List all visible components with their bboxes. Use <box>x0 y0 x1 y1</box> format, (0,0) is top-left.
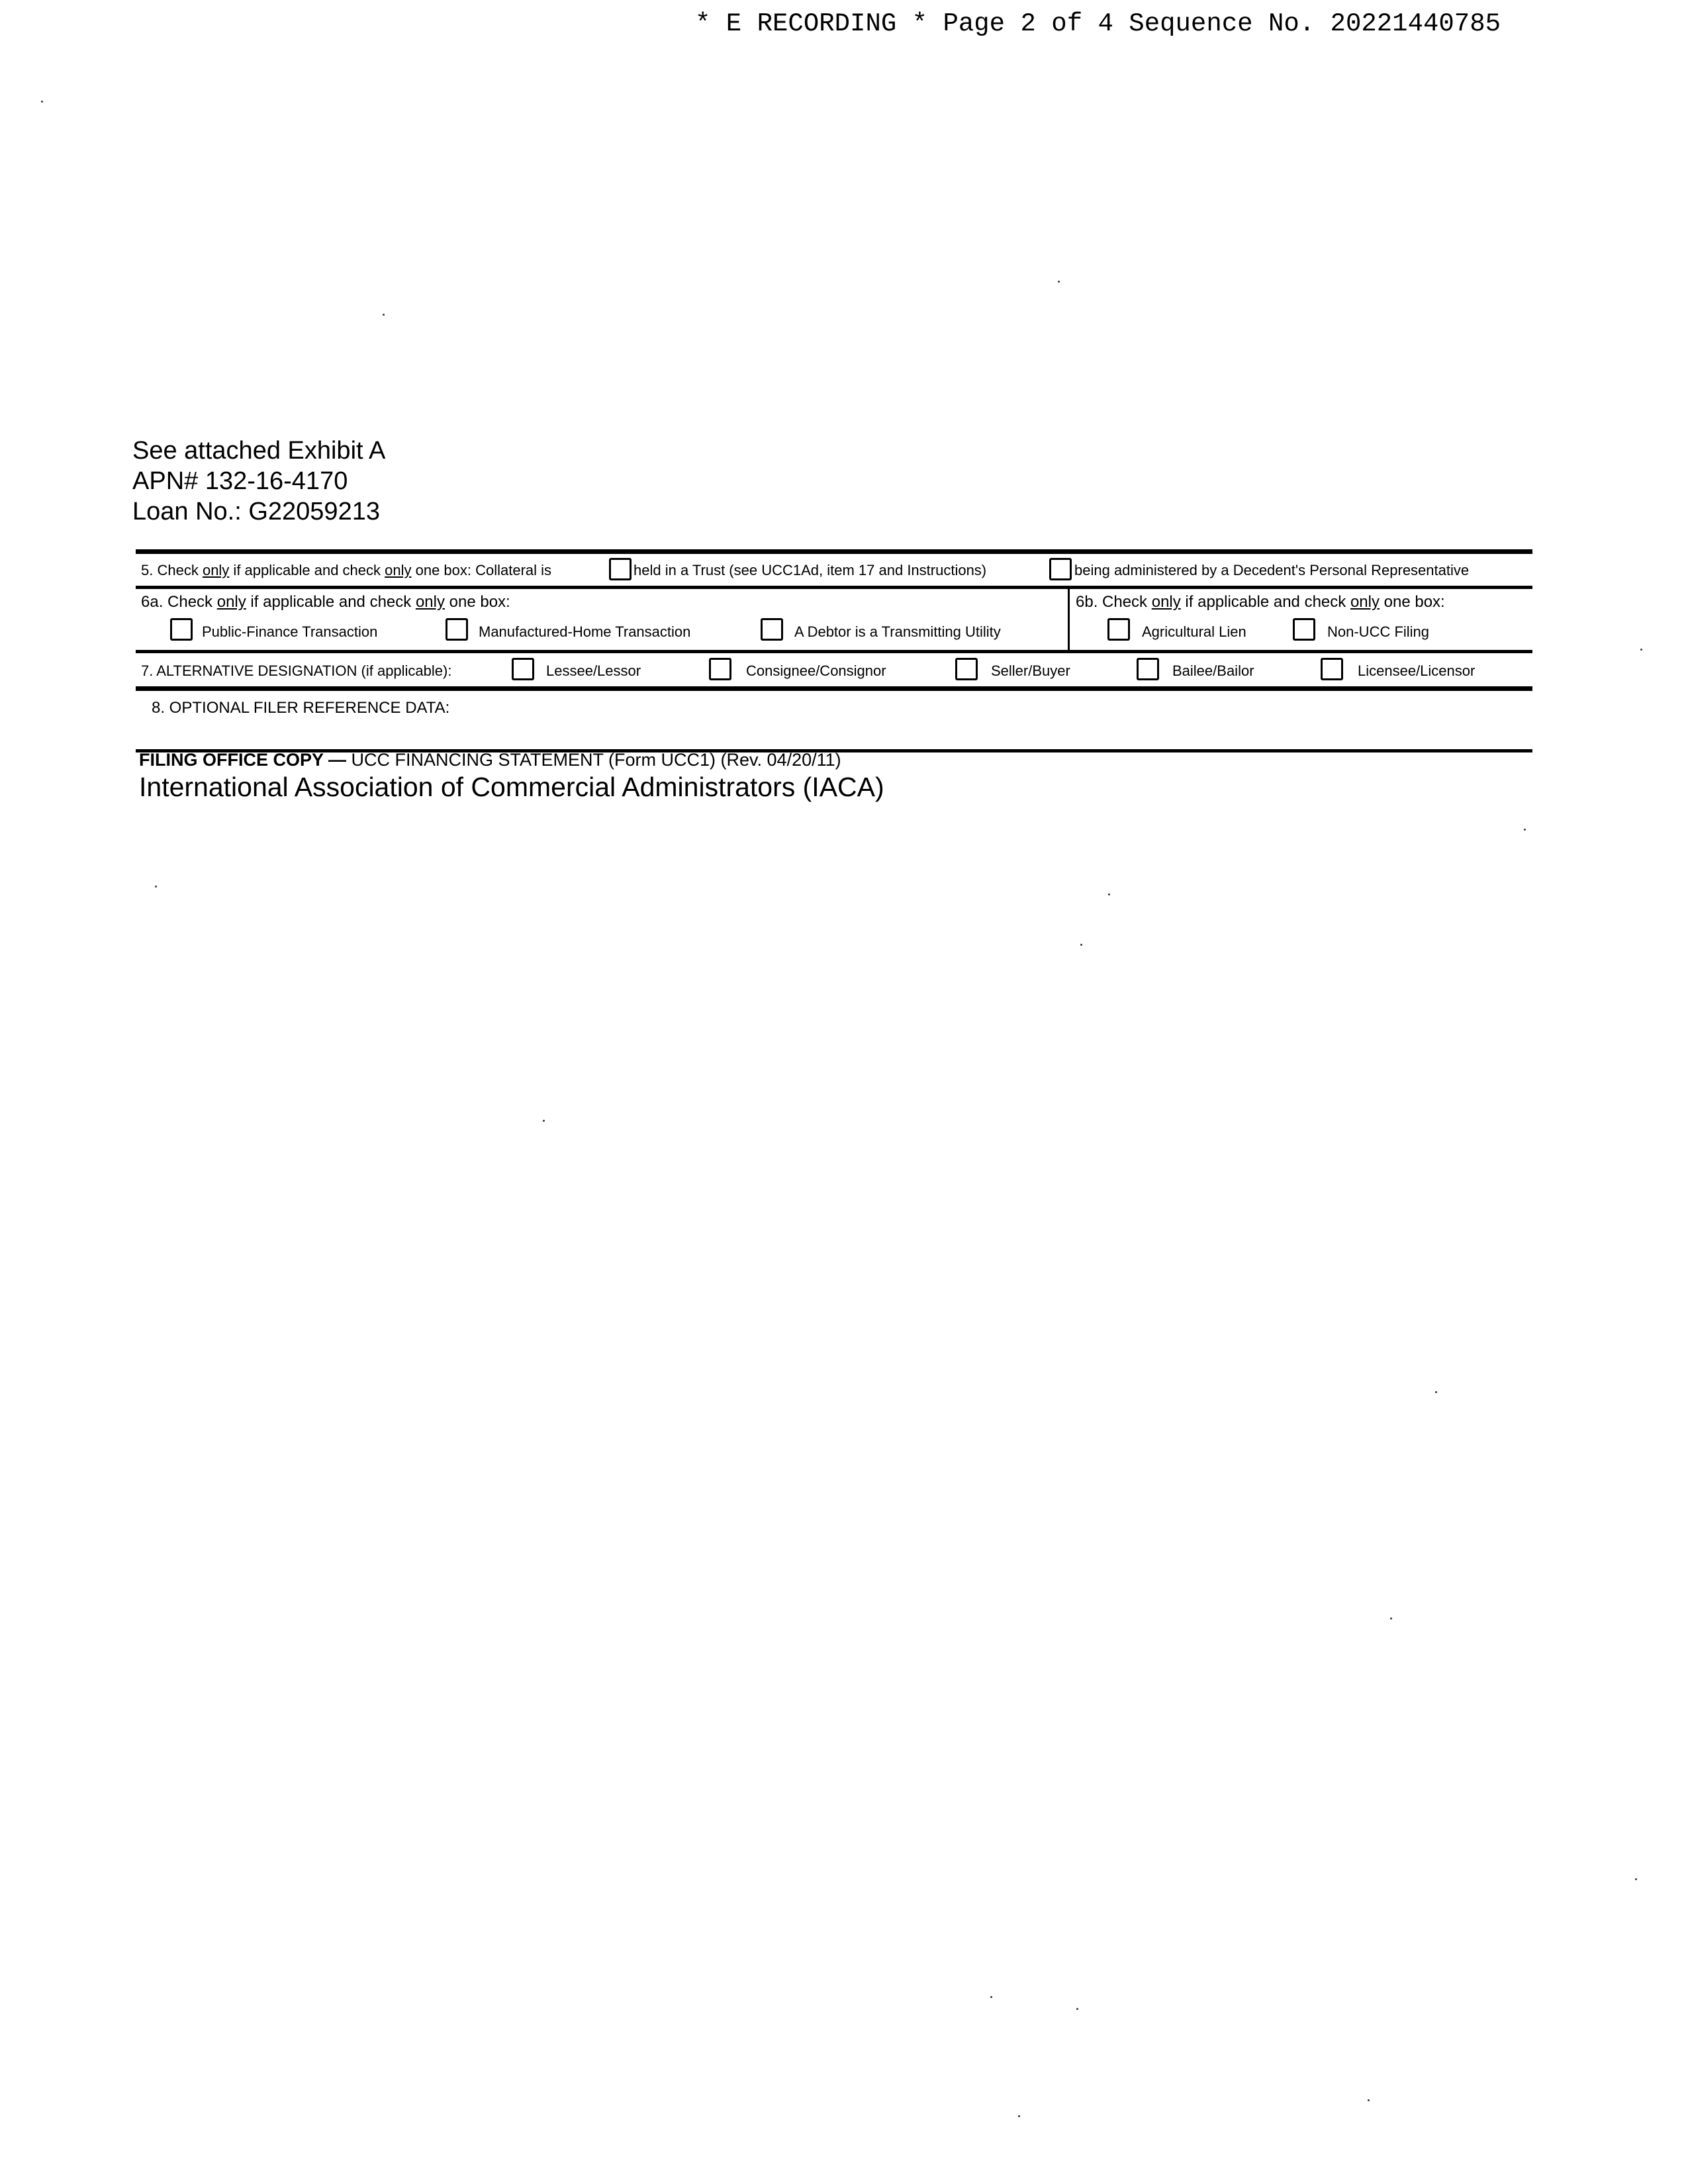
manufactured-home-checkbox[interactable] <box>445 618 468 641</box>
agricultural-lien-label: Agricultural Lien <box>1142 623 1246 640</box>
scan-speck <box>1368 2099 1370 2101</box>
item-6-row <box>136 589 1532 650</box>
form-footer <box>139 750 884 803</box>
seller-buyer-checkbox[interactable] <box>955 658 978 680</box>
seller-buyer-label: Seller/Buyer <box>991 662 1070 679</box>
item-6a-label: 6a. Check only if applicable and check only one box: <box>141 593 510 611</box>
scan-speck <box>383 314 385 316</box>
scan-speck <box>1635 1878 1637 1880</box>
scan-speck <box>1058 281 1060 283</box>
filing-office-copy-line: FILING OFFICE COPY — UCC FINANCING STATEMENT (Form UCC1) (Rev. 04/20/11) <box>139 750 841 770</box>
scan-speck <box>543 1120 545 1122</box>
licensee-licensor-label: Licensee/Licensor <box>1358 662 1476 679</box>
item-8-label: 8. OPTIONAL FILER REFERENCE DATA: <box>152 699 450 717</box>
scan-speck <box>1076 2008 1078 2010</box>
transmitting-utility-label: A Debtor is a Transmitting Utility <box>794 623 1001 640</box>
organization-name: International Association of Commercial Administrators (IACA) <box>139 772 884 802</box>
trust-option-label: held in a Trust (see UCC1Ad, item 17 and Instructions) <box>633 562 987 578</box>
non-ucc-filing-label: Non-UCC Filing <box>1327 623 1430 640</box>
item-6b-label: 6b. Check only if applicable and check only one box: <box>1076 593 1445 611</box>
lessee-lessor-checkbox[interactable] <box>512 658 534 680</box>
scan-speck <box>1390 1617 1392 1619</box>
item-8-row <box>136 691 1532 749</box>
bailee-bailor-label: Bailee/Bailor <box>1172 662 1254 679</box>
collateral-line-apn: APN# 132-16-4170 <box>132 467 348 495</box>
scan-speck <box>1018 2115 1020 2117</box>
scan-speck <box>1435 1391 1437 1393</box>
divider <box>136 549 1532 554</box>
item-5-label: 5. Check only if applicable and check only one box: Collateral is <box>141 562 552 578</box>
ucc-form-section <box>136 549 1532 752</box>
column-divider <box>1068 589 1070 650</box>
decedent-checkbox[interactable] <box>1049 558 1072 580</box>
scan-speck <box>1080 944 1082 946</box>
scan-speck <box>1108 893 1110 895</box>
public-finance-label: Public-Finance Transaction <box>202 623 378 640</box>
licensee-licensor-checkbox[interactable] <box>1321 658 1343 680</box>
recording-stamp: * E RECORDING * Page 2 of 4 Sequence No. 20221440785 <box>695 9 1501 38</box>
scan-speck <box>1640 649 1642 651</box>
agricultural-lien-checkbox[interactable] <box>1107 618 1130 641</box>
consignee-consignor-checkbox[interactable] <box>709 658 731 680</box>
trust-checkbox[interactable] <box>609 558 632 580</box>
collateral-line-exhibit: See attached Exhibit A <box>132 437 386 465</box>
scan-speck <box>41 101 43 103</box>
item-7-row <box>136 653 1532 686</box>
consignee-consignor-label: Consignee/Consignor <box>746 662 886 679</box>
scan-speck <box>1524 829 1526 831</box>
scan-speck <box>990 1996 992 1998</box>
scan-speck <box>155 886 157 887</box>
item-7-label: 7. ALTERNATIVE DESIGNATION (if applicable): <box>141 662 452 679</box>
transmitting-utility-checkbox[interactable] <box>761 618 783 641</box>
divider <box>136 686 1532 691</box>
manufactured-home-label: Manufactured-Home Transaction <box>479 623 691 640</box>
collateral-line-loan: Loan No.: G22059213 <box>132 498 380 525</box>
bailee-bailor-checkbox[interactable] <box>1137 658 1159 680</box>
decedent-option-label: being administered by a Decedent's Personal Representative <box>1074 562 1470 578</box>
item-5-row <box>136 554 1532 586</box>
public-finance-checkbox[interactable] <box>170 618 193 641</box>
non-ucc-filing-checkbox[interactable] <box>1293 618 1315 641</box>
lessee-lessor-label: Lessee/Lessor <box>546 662 641 679</box>
collateral-description <box>132 435 385 527</box>
